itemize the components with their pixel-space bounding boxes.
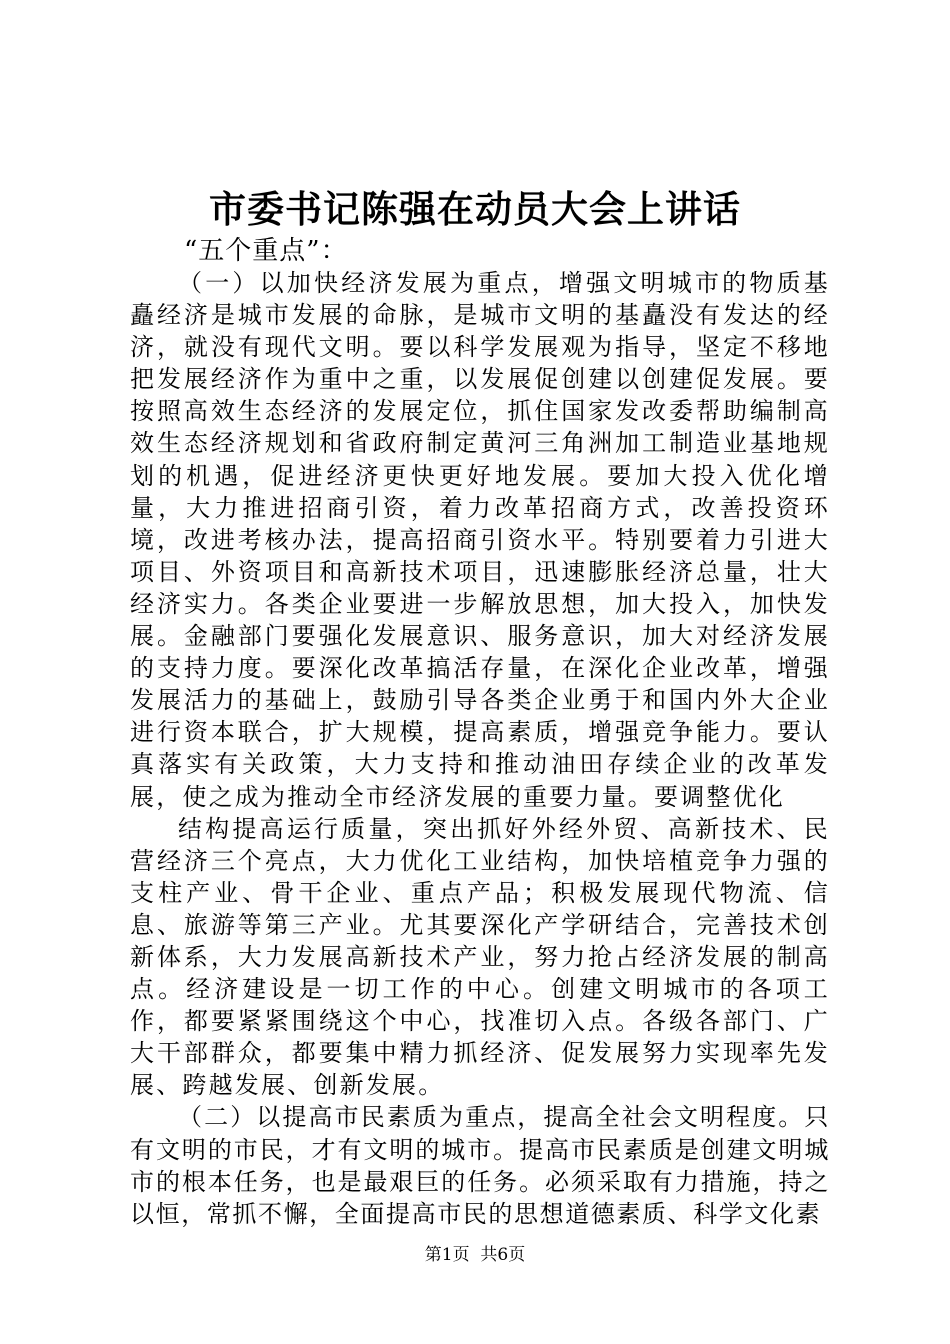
- section-subheading: “五个重点”：: [184, 236, 348, 266]
- page-footer: [0, 1244, 950, 1266]
- page-number: 第1页: [424, 1245, 470, 1265]
- document-body: [130, 267, 830, 1230]
- paragraph-economy: （一）以加快经济发展为重点，增强文明城市的物质基矗经济是城市发展的命脉，是城市文明的基矗没有发达的经济，就没有现代文明。要以科学发展观为指导，坚定不移地把发展经济作为重中之重，以发展促创建以创建促发展。要按照高效生态经济的发展定位，抓住国家发改委帮助编制高效生态经济规划和省政府制定黄河三角洲加工制造业基地规划的机遇，促进经济更快更好地发展。要加大投入优化增量，大力推进招商引资，着力改革招商方式，改善投资环境，改进考核办法，提高招商引资水平。特别要着力引进大项目、外资项目和高新技术项目，迅速膨胀经济总量，壮大经济实力。各类企业要进一步解放思想，加大投入，加快发展。金融部门要强化发展意识、服务意识，加大对经济发展的支持力度。要深化改革搞活存量，在深化企业改革，增强发展活力的基础上，鼓励引导各类企业勇于和国内外大企业进行资本联合，扩大规模，提高素质，增强竞争能力。要认真落实有关政策，大力支持和推动油田存续企业的改革发展，使之成为推动全市经济发展的重要力量。要调整优化: [130, 269, 830, 811]
- page-total: 共6页: [480, 1245, 526, 1265]
- paragraph-citizen-quality: （二）以提高市民素质为重点，提高全社会文明程度。只有文明的市民，才有文明的城市。提高市民素质是创建文明城市的根本任务，也是最艰巨的任务。必须采取有力措施，持之以恒，常抓不懈，全面提高市民的思想道德素质、科学文化素: [130, 1103, 830, 1228]
- document-title: 市委书记陈强在动员大会上讲话: [209, 187, 741, 231]
- paragraph-structure: 结构提高运行质量，突出抓好外经外贸、高新技术、民营经济三个亮点，大力优化工业结构，加快培植竞争力强的支柱产业、骨干企业、重点产品；积极发展现代物流、信息、旅游等第三产业。尤其要深化产学研结合，完善技术创新体系，大力发展高新技术产业，努力抢占经济发展的制高点。经济建设是一切工作的中心。创建文明城市的各项工作，都要紧紧围绕这个中心，找准切入点。各级各部门、广大干部群众，都要集中精力抓经济、促发展努力实现率先发展、跨越发展、创新发展。: [130, 814, 830, 1100]
